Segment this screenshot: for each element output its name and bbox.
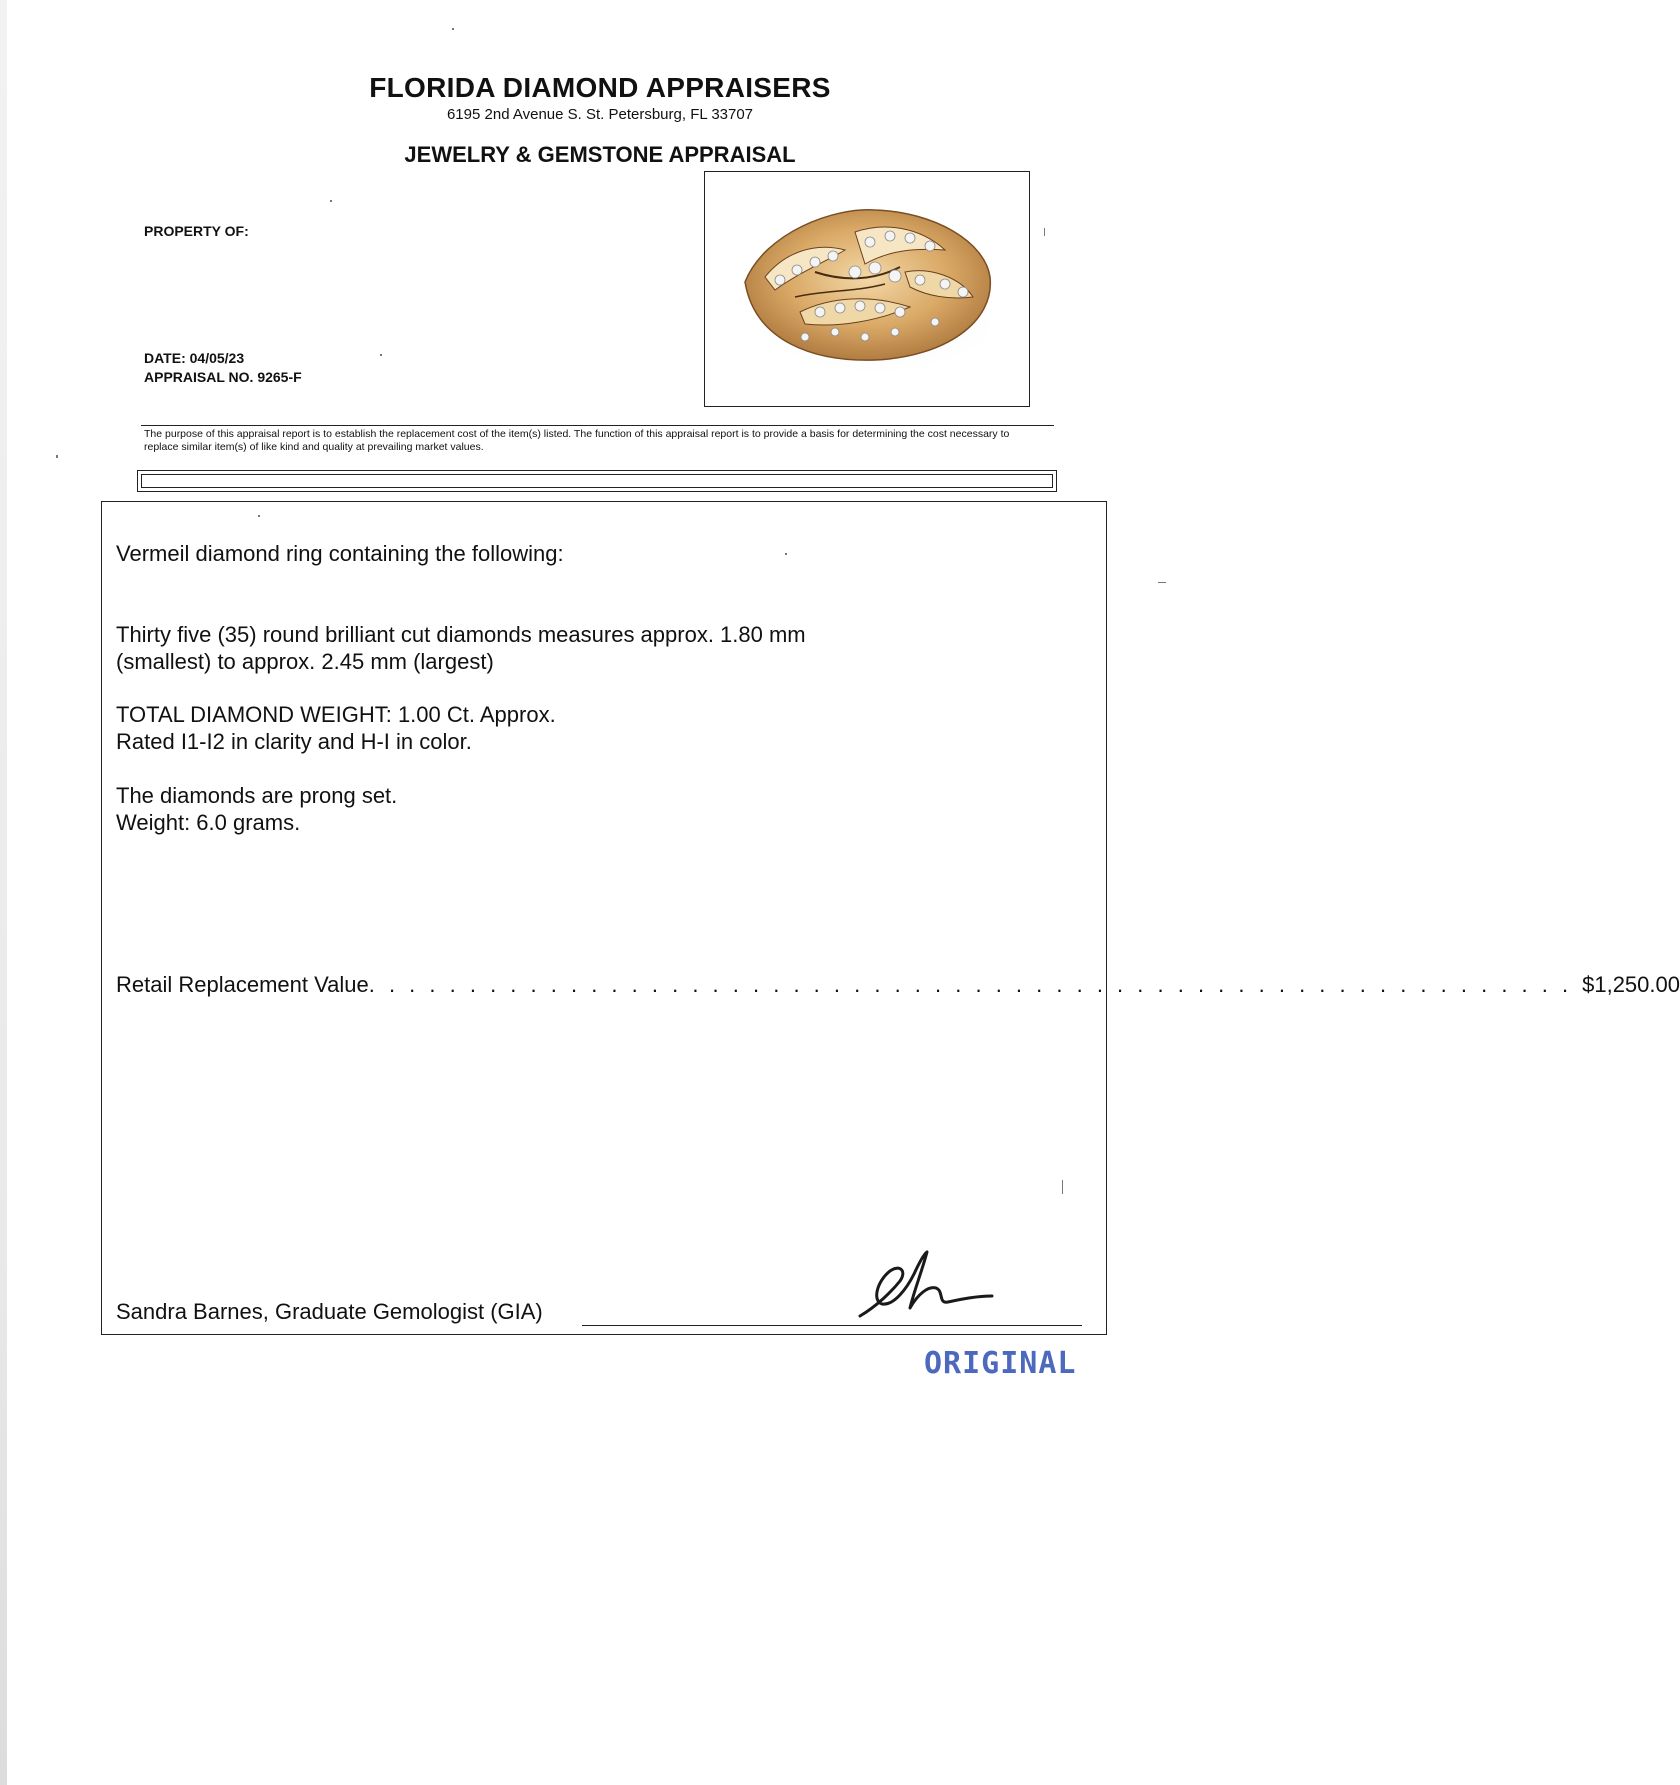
original-stamp: ORIGINAL xyxy=(924,1346,1077,1381)
item-intro: Vermeil diamond ring containing the following: xyxy=(116,541,564,566)
appraisal-number: APPRAISAL NO. 9265-F xyxy=(144,369,302,385)
scan-speck xyxy=(1062,1180,1063,1194)
scan-speck xyxy=(56,455,58,458)
company-address: 6195 2nd Avenue S. St. Petersburg, FL 33707 xyxy=(446,106,754,123)
scan-speck xyxy=(1158,582,1166,583)
handwritten-signature xyxy=(852,1246,1002,1326)
ring-illustration xyxy=(705,172,1028,405)
divider-bar xyxy=(137,470,1057,492)
scan-speck xyxy=(452,28,454,30)
scan-speck xyxy=(380,354,382,356)
dot-leader: . . . . . . . . . . . . . . . . . . . . . . . . . . . . . . . . . . . . . . . . . . . . . . . . . . . . . . . . . . . . xyxy=(368,972,1573,997)
appraiser-name: Sandra Barnes, Graduate Gemologist (GIA) xyxy=(116,1299,543,1324)
company-name: FLORIDA DIAMOND APPRAISERS xyxy=(369,72,831,103)
clarity-color-rating: Rated I1-I2 in clarity and H-I in color. xyxy=(116,729,472,754)
appraisal-date: DATE: 04/05/23 xyxy=(144,350,245,366)
setting-description: The diamonds are prong set. xyxy=(116,783,398,808)
scan-speck xyxy=(258,515,260,517)
retail-value-row xyxy=(116,972,1680,998)
scan-speck xyxy=(1044,228,1045,236)
document-title: JEWELRY & GEMSTONE APPRAISAL xyxy=(404,142,796,167)
retail-value-amount: $1,250.00 xyxy=(1582,972,1680,997)
page-edge-shadow xyxy=(0,0,7,1785)
retail-value-label: Retail Replacement Value xyxy=(116,972,369,997)
purpose-rule xyxy=(141,425,1054,426)
total-diamond-weight: TOTAL DIAMOND WEIGHT: 1.00 Ct. Approx. xyxy=(116,702,556,727)
property-of-label: PROPERTY OF: xyxy=(144,223,249,239)
scan-speck xyxy=(330,200,332,202)
ring-weight: Weight: 6.0 grams. xyxy=(116,810,301,835)
ring-photo xyxy=(704,171,1030,407)
purpose-statement: The purpose of this appraisal report is to establish the replacement cost of the item(s) listed. The function of this appraisal report is to provide a basis for determining the cost necessary to replace similar item(s) of like kind and quality at prevailing market values. xyxy=(144,428,1010,453)
diamond-description-line2: (smallest) to approx. 2.45 mm (largest) xyxy=(116,649,494,674)
diamond-description-line1: Thirty five (35) round brilliant cut diamonds measures approx. 1.80 mm xyxy=(116,622,806,647)
scan-speck xyxy=(785,553,787,555)
signature-line xyxy=(582,1325,1082,1326)
